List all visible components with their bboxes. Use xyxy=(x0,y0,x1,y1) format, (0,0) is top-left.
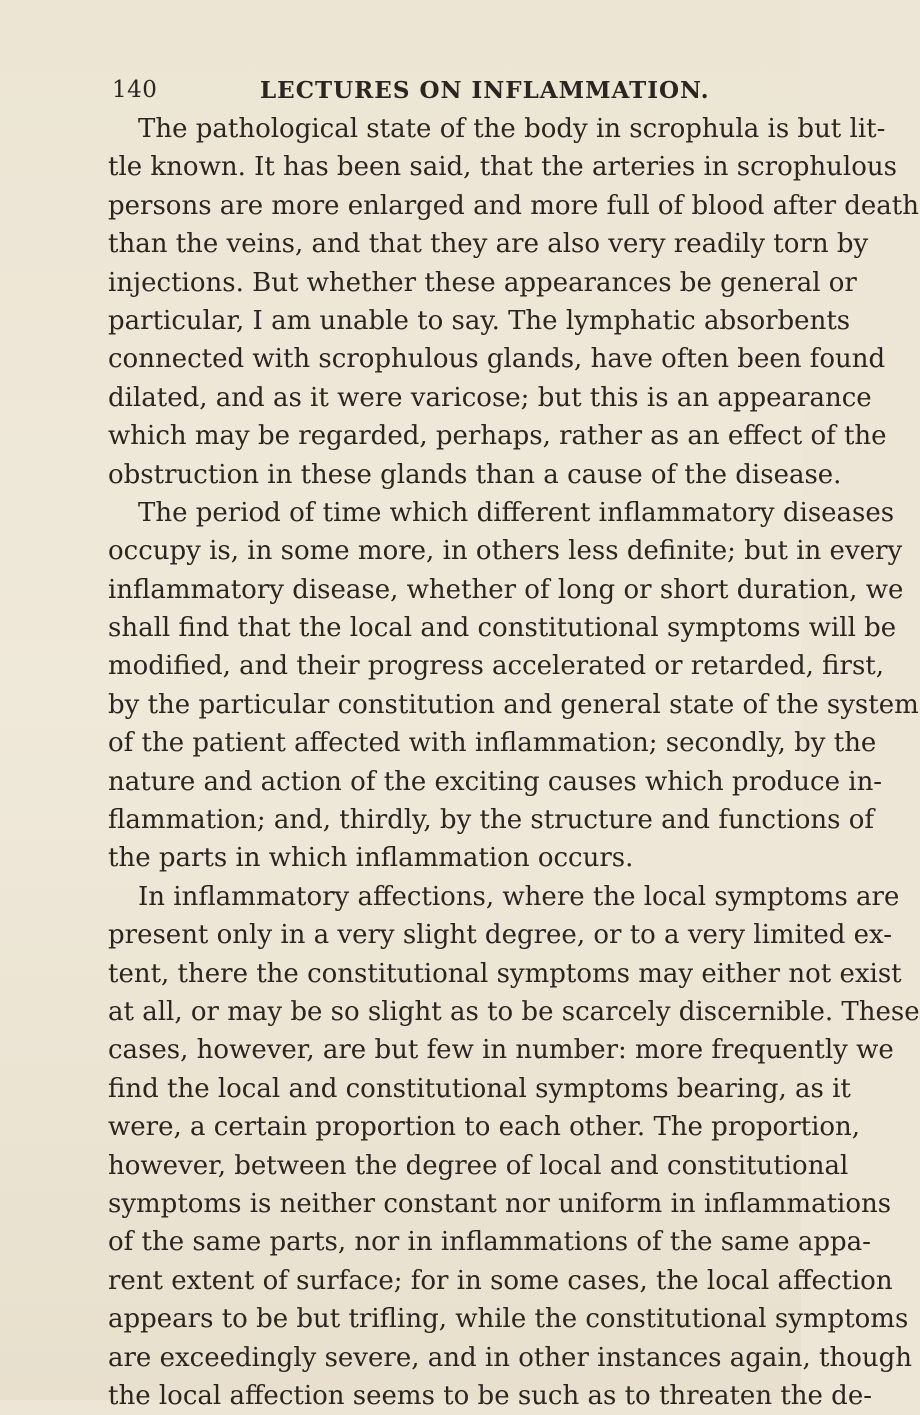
text-line: are exceedingly severe, and in other instances again, though xyxy=(108,1342,913,1373)
text-line: were, a certain proportion to each other. The proportion, xyxy=(108,1112,861,1143)
text-line: inflammatory disease, whether of long or short duration, we xyxy=(108,574,904,605)
text-line: present only in a very slight degree, or to a very limited ex- xyxy=(108,920,892,951)
text-line: flammation; and, thirdly, by the structure and functions of xyxy=(108,805,875,836)
text-line: rent extent of surface; for in some cases, the local affection xyxy=(108,1265,893,1296)
text-line: tent, there the constitutional symptoms may either not exist xyxy=(108,958,902,989)
text-line: The pathological state of the body in scrophula is but lit- xyxy=(138,114,886,144)
text-line: which may be regarded, perhaps, rather as an effect of the xyxy=(108,421,887,452)
body-text xyxy=(108,110,920,1415)
text-line: tle known. It has been said, that the arteries in scrophulous xyxy=(108,152,897,183)
text-line: the parts in which inflammation occurs. xyxy=(108,843,634,874)
text-line: occupy is, in some more, in others less definite; but in every xyxy=(108,536,903,567)
text-line: cases, however, are but few in number: more frequently we xyxy=(108,1035,894,1066)
text-line: obstruction in these glands than a cause of the disease. xyxy=(108,459,842,490)
text-line: shall find that the local and constitutional symptoms will be xyxy=(108,613,897,644)
text-line: find the local and constitutional symptoms bearing, as it xyxy=(108,1073,851,1104)
text-line: of the patient affected with inflammation; secondly, by the xyxy=(108,728,877,759)
text-line: nature and action of the exciting causes which produce in- xyxy=(108,766,883,797)
text-line: persons are more enlarged and more full of blood after death xyxy=(108,190,919,221)
text-line: at all, or may be so slight as to be scarcely discernible. These xyxy=(108,996,920,1027)
text-line: injections. But whether these appearances be general or xyxy=(108,267,857,298)
text-line: In inflammatory affections, where the local symptoms are xyxy=(138,881,900,912)
running-title: LECTURES ON INFLAMMATION. xyxy=(260,77,710,104)
text-line: of the same parts, nor in inflammations of the same appa- xyxy=(108,1227,871,1258)
text-line: than the veins, and that they are also very readily torn by xyxy=(108,229,869,260)
text-line: connected with scrophulous glands, have often been found xyxy=(108,344,886,375)
text-line: symptoms is neither constant nor uniform in inflammations xyxy=(108,1188,892,1219)
page-number: 140 xyxy=(112,77,158,103)
text-line: appears to be but trifling, while the constitutional symptoms xyxy=(108,1304,909,1335)
text-line: The period of time which different inflammatory diseases xyxy=(138,497,895,528)
text-line: however, between the degree of local and constitutional xyxy=(108,1150,849,1181)
text-line: the local affection seems to be such as to threaten the de- xyxy=(108,1380,872,1411)
text-line: dilated, and as it were varicose; but this is an appearance xyxy=(108,382,872,413)
text-line: modified, and their progress accelerated or retarded, first, xyxy=(108,651,885,682)
text-line: by the particular constitution and general state of the system xyxy=(108,689,919,720)
text-line: particular, I am unable to say. The lymphatic absorbents xyxy=(108,305,851,336)
